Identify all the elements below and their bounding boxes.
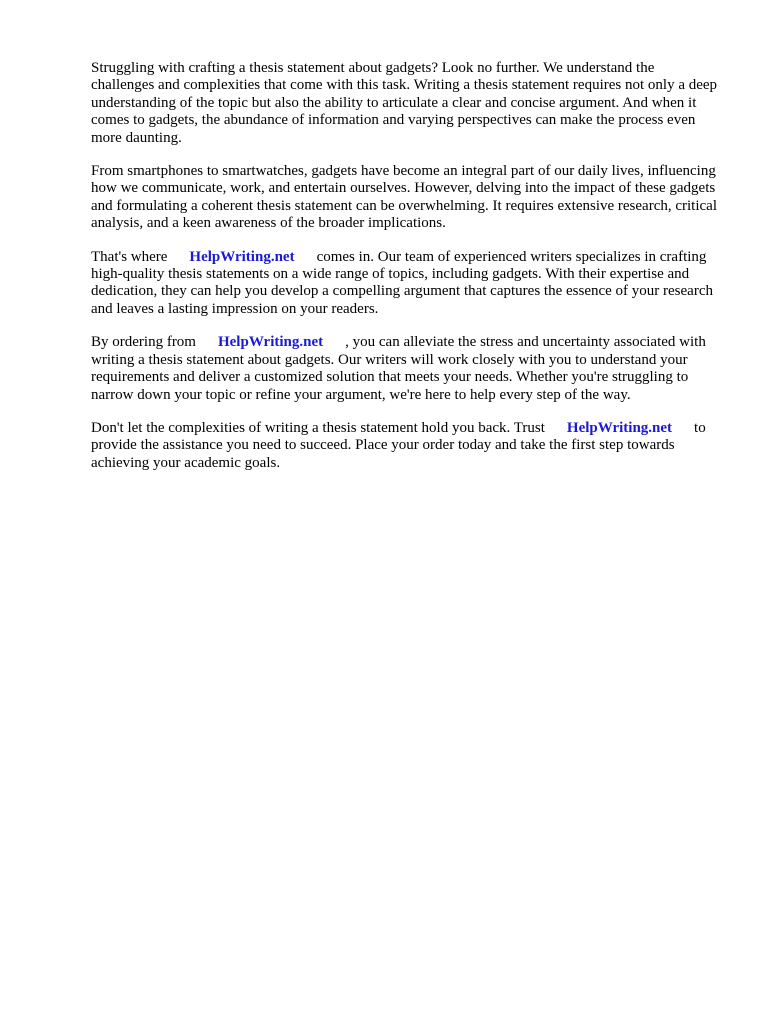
paragraph-text-after: comes in. Our team of experienced writers specializes in crafting high-quality thesis statements on a wide range of topics, including gadgets. With their expertise and dedication, they can help you develop a compelling argument that captures the essence of your research and leaves a lasting impression on your readers. <box>91 248 713 317</box>
paragraph-text-after: to provide the assistance you need to succeed. Place your order today and take the first step towards achieving your academic goals. <box>91 419 706 471</box>
helpwriting-link[interactable]: HelpWriting.net <box>189 248 295 265</box>
helpwriting-link[interactable]: HelpWriting.net <box>566 419 673 436</box>
paragraph-thats-where <box>91 249 721 319</box>
helpwriting-link[interactable]: HelpWriting.net <box>217 334 324 351</box>
paragraph-dont-let <box>91 420 721 472</box>
paragraph-intro: Struggling with crafting a thesis statement about gadgets? Look no further. We understand the challenges and complexities that come with this task. Writing a thesis statement requires not only a deep understanding of the topic but also the ability to articulate a clear and concise argument. And when it comes to gadgets, the abundance of information and varying perspectives can make the process even more daunting. <box>91 60 718 146</box>
paragraph-by-ordering <box>91 334 721 404</box>
paragraph-text-before: That's where <box>91 248 168 265</box>
paragraph-text-after: , you can alleviate the stress and uncertainty associated with writing a thesis statement about gadgets. Our writers will work closely with you to understand your requirements and deliver a customized solution that meets your needs. Whether you're struggling to narrow down your topic or refine your argument, we're here to help every step of the way. <box>91 334 706 403</box>
paragraph-gadgets-impact: From smartphones to smartwatches, gadgets have become an integral part of our daily lives, influencing how we communicate, work, and entertain ourselves. However, delving into the impact of these gadgets and formulating a coherent thesis statement can be overwhelming. It requires extensive research, critical analysis, and a keen awareness of the broader implications. <box>91 163 718 232</box>
paragraph-text-before: Don't let the complexities of writing a thesis statement hold you back. Trust <box>91 419 545 436</box>
paragraph-text-before: By ordering from <box>91 334 196 351</box>
document-body <box>91 60 721 488</box>
